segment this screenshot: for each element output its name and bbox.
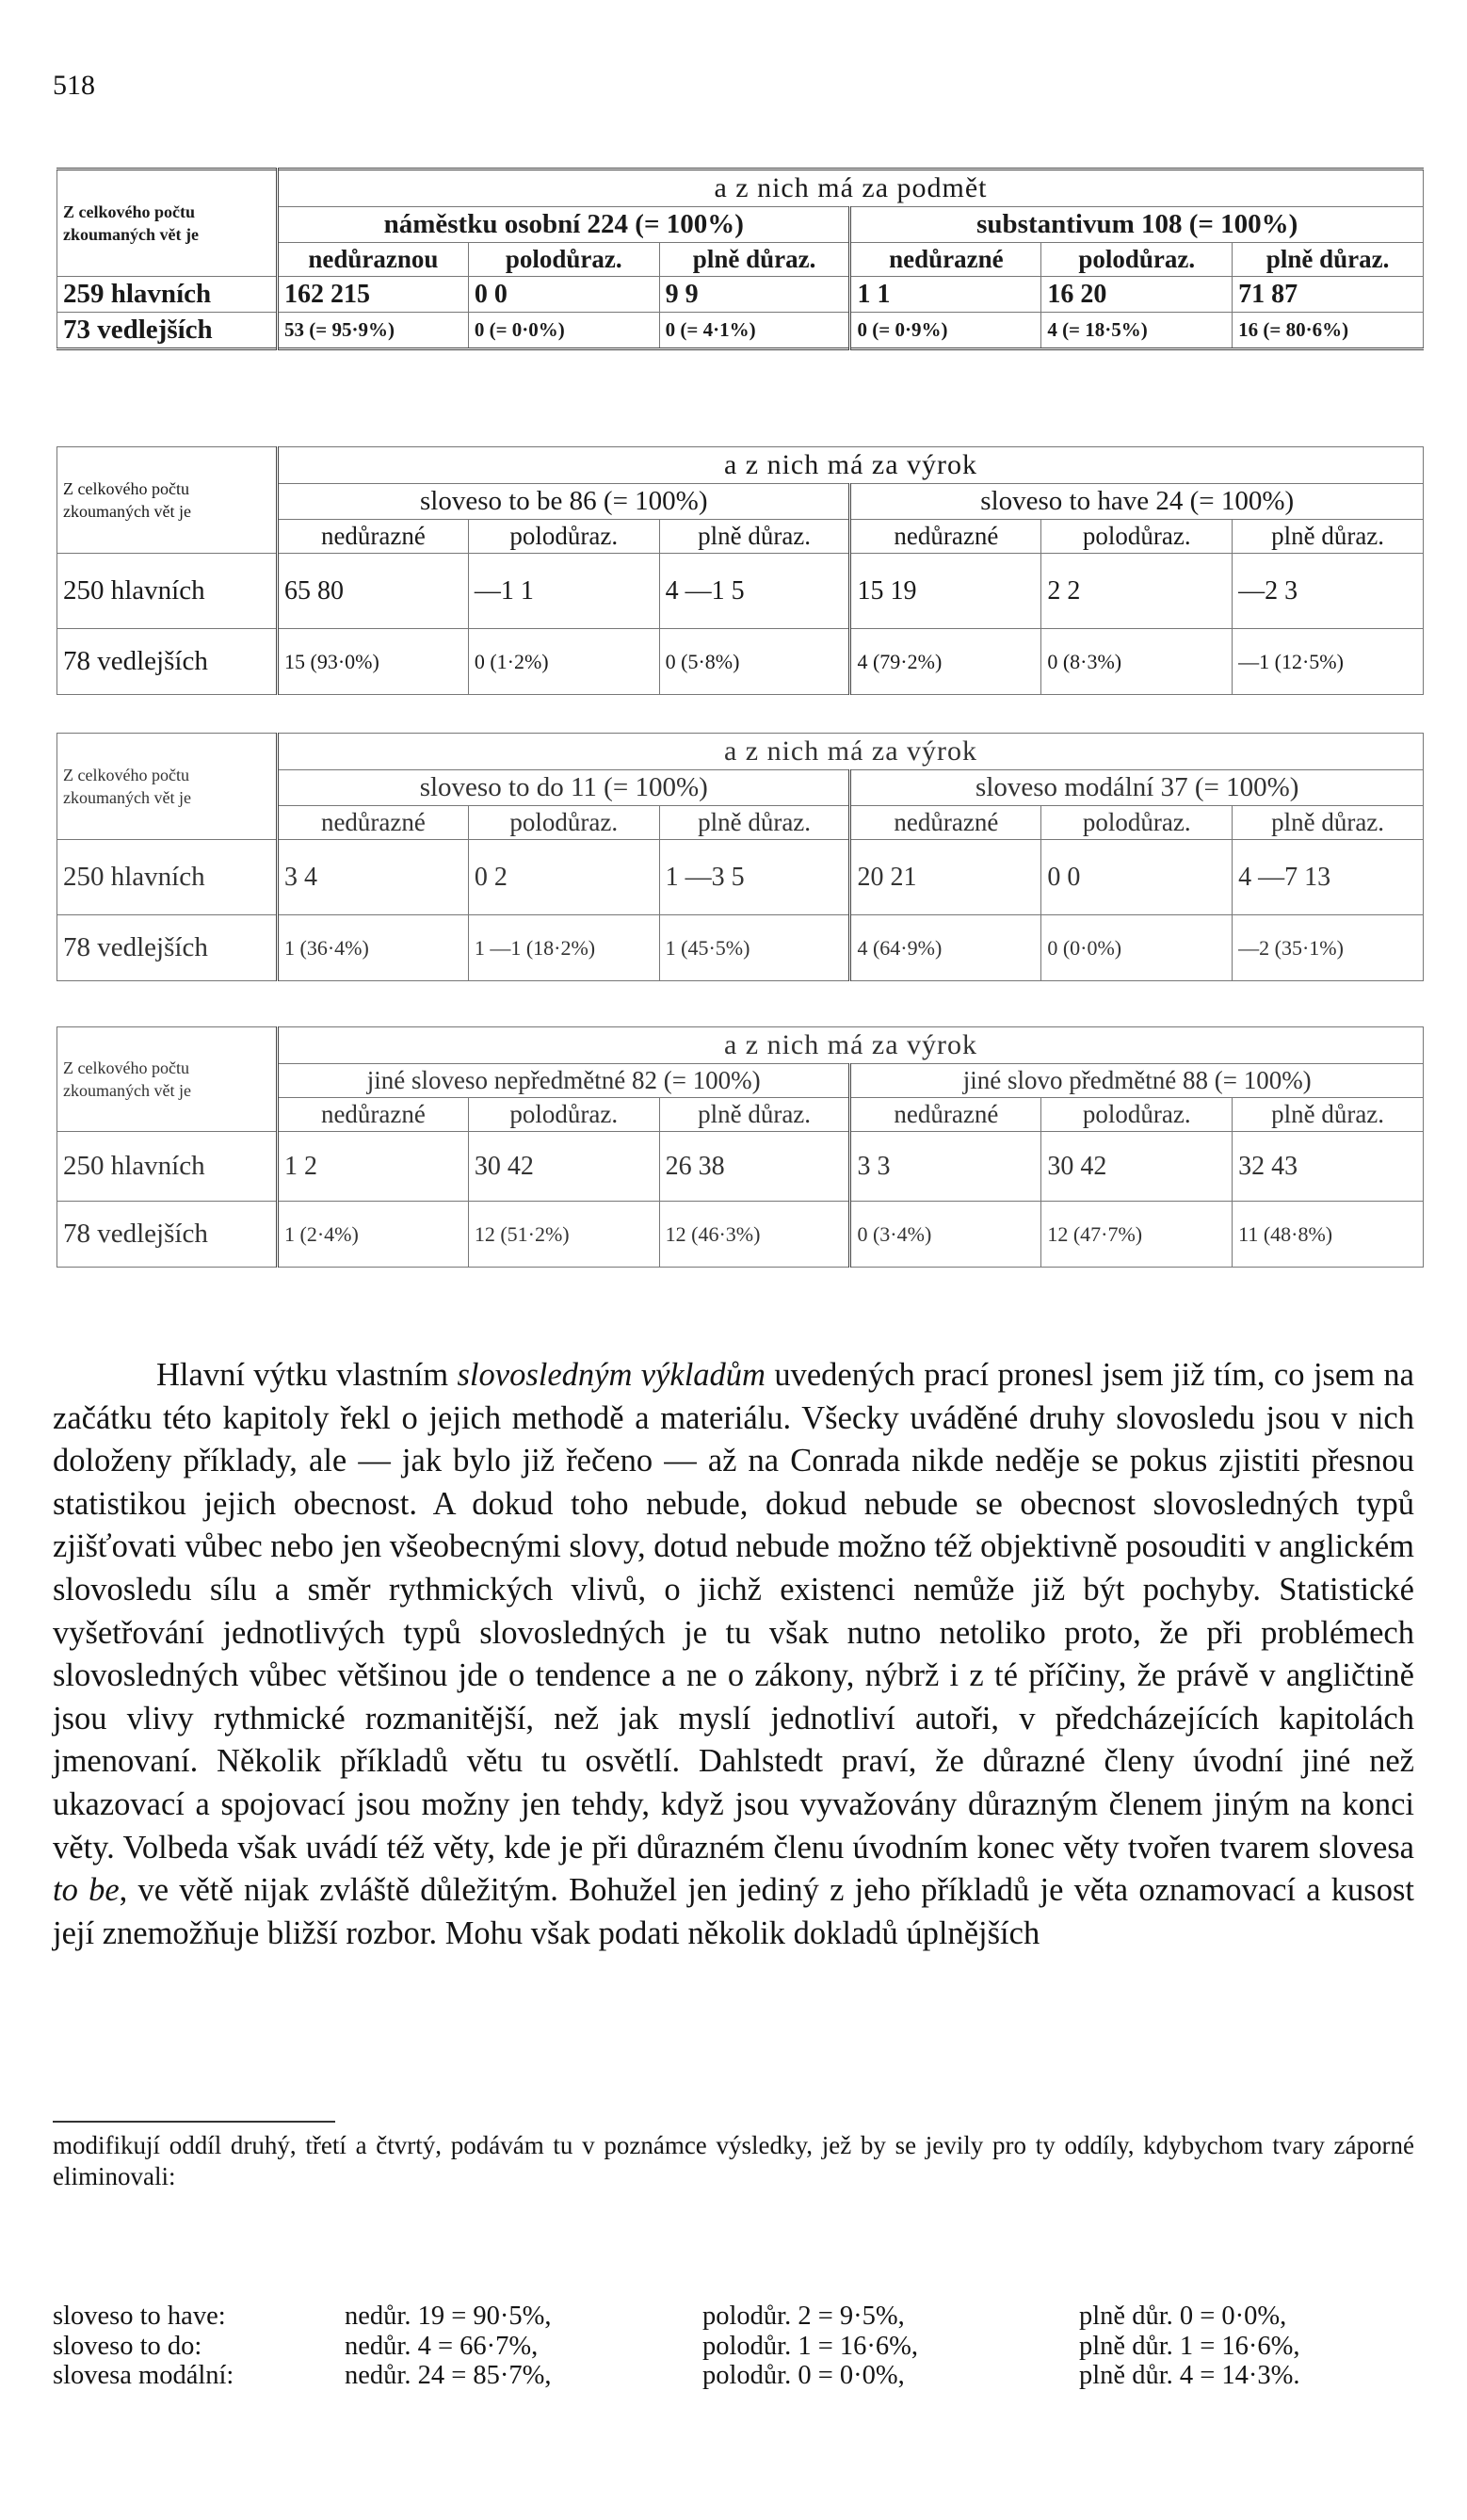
group-heading: substantivum 108 (= 100%)	[850, 207, 1424, 243]
table-cell: 9 9	[659, 277, 850, 313]
column-header: polodůraz.	[468, 520, 659, 554]
column-header: plně důraz.	[659, 243, 850, 277]
footnote-row-label: sloveso to have:	[53, 2302, 226, 2331]
column-header: plně důraz.	[659, 1098, 850, 1132]
table-row	[57, 1132, 1424, 1202]
column-header: plně důraz.	[1233, 243, 1424, 277]
table-row	[57, 840, 1424, 915]
table-cell: 32 43	[1233, 1132, 1424, 1202]
table-row-label-header: Z celkového počtu zkoumaných vět je	[57, 734, 278, 840]
table-row	[57, 915, 1424, 981]
column-header: plně důraz.	[1233, 806, 1424, 840]
table-cell: 4 (= 18·5%)	[1041, 313, 1233, 349]
footnote-value: polodůr. 2 = 9·5%,	[702, 2302, 905, 2331]
table-cell: 4 (79·2%)	[850, 629, 1041, 695]
table-cell: 16 (= 80·6%)	[1233, 313, 1424, 349]
footnote-row	[53, 2332, 1414, 2362]
predicate-stats-table-be-have	[56, 446, 1424, 695]
table-cell: 30 42	[468, 1132, 659, 1202]
body-emphasis: to be	[53, 1872, 120, 1909]
table-cell: 0 (3·4%)	[850, 1202, 1041, 1268]
group-heading: náměstku osobní 224 (= 100%)	[278, 207, 850, 243]
table-cell: 0 (= 0·0%)	[468, 313, 659, 349]
table-cell: 0 0	[468, 277, 659, 313]
row-label: 259 hlavních	[57, 277, 278, 313]
column-header: nedůrazné	[278, 520, 469, 554]
column-header: plně důraz.	[1233, 520, 1424, 554]
column-header: nedůrazné	[278, 1098, 469, 1132]
predicate-stats-table-do-modal	[56, 733, 1424, 981]
table-cell: 1 (45·5%)	[659, 915, 850, 981]
table-cell: 12 (51·2%)	[468, 1202, 659, 1268]
footnote-value: nedůr. 24 = 85·7%,	[345, 2361, 552, 2390]
table-cell: 12 (47·7%)	[1041, 1202, 1233, 1268]
table-cell: 0 2	[468, 840, 659, 915]
table-row	[57, 554, 1424, 629]
footnote-value: nedůr. 19 = 90·5%,	[345, 2302, 552, 2331]
table-row	[57, 1202, 1424, 1268]
column-header: polodůraz.	[1041, 806, 1233, 840]
table-cell: 1 1	[850, 277, 1041, 313]
footnote-value: plně důr. 0 = 0·0%,	[1079, 2302, 1287, 2331]
group-heading: sloveso to have 24 (= 100%)	[850, 484, 1424, 520]
table-cell: 16 20	[1041, 277, 1233, 313]
row-label: 78 vedlejších	[57, 915, 278, 981]
table-cell: 0 (8·3%)	[1041, 629, 1233, 695]
table-row-label-header: Z celkového počtu zkoumaných vět je	[57, 1027, 278, 1132]
body-text-segment: Hlavní výtku vlastním	[156, 1357, 458, 1393]
column-header: polodůraz.	[1041, 243, 1233, 277]
table-cell: 3 3	[850, 1132, 1041, 1202]
column-header: plně důraz.	[659, 806, 850, 840]
table-cell: 53 (= 95·9%)	[278, 313, 469, 349]
table-cell: 11 (48·8%)	[1233, 1202, 1424, 1268]
footnote-value: nedůr. 4 = 66·7%,	[345, 2332, 539, 2361]
table-cell: 1 (36·4%)	[278, 915, 469, 981]
footnote-text: modifikují oddíl druhý, třetí a čtvrtý, podávám tu v poznámce výsledky, jež by se jevily pro ty oddíly, kdybychom tvary záporné eliminovali:	[53, 2131, 1414, 2190]
table-cell: 12 (46·3%)	[659, 1202, 850, 1268]
body-paragraph	[53, 1354, 1414, 1955]
footnote-row	[53, 2361, 1414, 2391]
table-row	[57, 277, 1424, 313]
column-header: plně důraz.	[1233, 1098, 1424, 1132]
footnote-value: polodůr. 1 = 16·6%,	[702, 2332, 919, 2361]
column-header: polodůraz.	[468, 1098, 659, 1132]
row-label: 250 hlavních	[57, 840, 278, 915]
table-cell: 71 87	[1233, 277, 1424, 313]
table-cell: —2 3	[1233, 554, 1424, 629]
body-text-segment: , ve větě nijak zvláště důležitým. Bohužel jen jediný z jeho příkladů je věta oznamovací a kusost její znemožňuje bližší rozbor. Mohu však podati několik dokladů úplnějších	[53, 1872, 1414, 1951]
row-label: 250 hlavních	[57, 1132, 278, 1202]
group-heading: sloveso modální 37 (= 100%)	[850, 770, 1424, 806]
table-row	[57, 313, 1424, 349]
column-header: nedůraznou	[278, 243, 469, 277]
table-cell: 0 (5·8%)	[659, 629, 850, 695]
group-heading: sloveso to do 11 (= 100%)	[278, 770, 850, 806]
footnote-divider	[53, 2121, 335, 2123]
page-number: 518	[53, 70, 95, 101]
table-heading: a z nich má za výrok	[278, 734, 1424, 770]
table-cell: 3 4	[278, 840, 469, 915]
table-cell: 15 (93·0%)	[278, 629, 469, 695]
table-cell: 0 (1·2%)	[468, 629, 659, 695]
column-header: nedůrazné	[850, 1098, 1041, 1132]
table-cell: 65 80	[278, 554, 469, 629]
group-heading: sloveso to be 86 (= 100%)	[278, 484, 850, 520]
table-cell: 20 21	[850, 840, 1041, 915]
table-cell: 0 (= 4·1%)	[659, 313, 850, 349]
footnote-value: polodůr. 0 = 0·0%,	[702, 2361, 905, 2390]
table-cell: —2 (35·1%)	[1233, 915, 1424, 981]
column-header: nedůrazné	[850, 806, 1041, 840]
footnote-value: plně důr. 4 = 14·3%.	[1079, 2361, 1300, 2390]
table-cell: 4 (64·9%)	[850, 915, 1041, 981]
footnote-row	[53, 2302, 1414, 2332]
column-header: polodůraz.	[468, 806, 659, 840]
table-cell: 1 —3 5	[659, 840, 850, 915]
row-label: 73 vedlejších	[57, 313, 278, 349]
table-heading: a z nich má za podmět	[278, 170, 1424, 207]
table-cell: —1 (12·5%)	[1233, 629, 1424, 695]
column-header: polodůraz.	[468, 243, 659, 277]
table-cell: 15 19	[850, 554, 1041, 629]
table-row-label-header: Z celkového počtu zkoumaných vět je	[57, 447, 278, 554]
table-cell: 1 2	[278, 1132, 469, 1202]
table-row	[57, 629, 1424, 695]
table-heading: a z nich má za výrok	[278, 447, 1424, 484]
table-row-label-header: Z celkového počtu zkoumaných vět je	[57, 170, 278, 277]
table-cell: 1 (2·4%)	[278, 1202, 469, 1268]
row-label: 78 vedlejších	[57, 629, 278, 695]
table-heading: a z nich má za výrok	[278, 1027, 1424, 1064]
table-cell: —1 1	[468, 554, 659, 629]
predicate-stats-table-other	[56, 1026, 1424, 1268]
row-label: 250 hlavních	[57, 554, 278, 629]
footnote-row-label: sloveso to do:	[53, 2332, 202, 2361]
body-emphasis: slovosledným výkladům	[457, 1357, 766, 1393]
column-header: nedůrazné	[850, 520, 1041, 554]
table-cell: 26 38	[659, 1132, 850, 1202]
column-header: polodůraz.	[1041, 520, 1233, 554]
column-header: polodůraz.	[1041, 1098, 1233, 1132]
group-heading: jiné slovo předmětné 88 (= 100%)	[850, 1064, 1424, 1098]
table-cell: 4 —1 5	[659, 554, 850, 629]
row-label: 78 vedlejších	[57, 1202, 278, 1268]
subject-stats-table	[56, 168, 1424, 350]
body-text-segment: uvedených prací pronesl jsem již tím, co jsem na začátku této kapitoly řekl o jejich methodě a materiálu. Všecky uváděné druhy slovosledu jsou v nich doloženy příklady, ale — jak bylo již řečeno — až na Conrada nikde neděje se pokus zjistiti přesnou statistikou jejich obecnost. A dokud toho nebude, dokud nebude se obecnost slovosledných typů zjišťovati vůbec nebo jen všeobecnými slovy, dotud nebude možno též objektivně posouditi v anglickém slovosledu sílu a směr rythmických vlivů, o jichž existenci nemůže již být pochyby. Statistické vyšetřování jednotlivých typů slovosledných je tu však nutno netoliko proto, že při problémech slovosledných vůbec většinou jde o tendence a ne o zákony, nýbrž i z té příčiny, že právě v angličtině jsou vlivy rythmické rozmanitější, než jak myslí jednotliví autoři, v předcházejících kapitolách jmenovaní. Několik příkladů větu tu osvětlí. Dahlstedt praví, že důrazné členy úvodní jiné než ukazovací a spojovací jsou možny jen tehdy, když jsou vyvažovány důrazným členem jiným na konci věty. Volbeda však uvádí též věty, kde je při důrazném členu úvodním konec věty tvořen tvarem slovesa	[53, 1357, 1414, 1866]
table-cell: 2 2	[1041, 554, 1233, 629]
footnote-value: plně důr. 1 = 16·6%,	[1079, 2332, 1300, 2361]
table-cell: 0 0	[1041, 840, 1233, 915]
group-heading: jiné sloveso nepředmětné 82 (= 100%)	[278, 1064, 850, 1098]
column-header: nedůrazné	[850, 243, 1041, 277]
table-cell: 162 215	[278, 277, 469, 313]
footnote-row-label: slovesa modální:	[53, 2361, 234, 2390]
table-cell: 1 —1 (18·2%)	[468, 915, 659, 981]
table-cell: 0 (= 0·9%)	[850, 313, 1041, 349]
table-cell: 4 —7 13	[1233, 840, 1424, 915]
table-cell: 30 42	[1041, 1132, 1233, 1202]
column-header: nedůrazné	[278, 806, 469, 840]
table-cell: 0 (0·0%)	[1041, 915, 1233, 981]
column-header: plně důraz.	[659, 520, 850, 554]
